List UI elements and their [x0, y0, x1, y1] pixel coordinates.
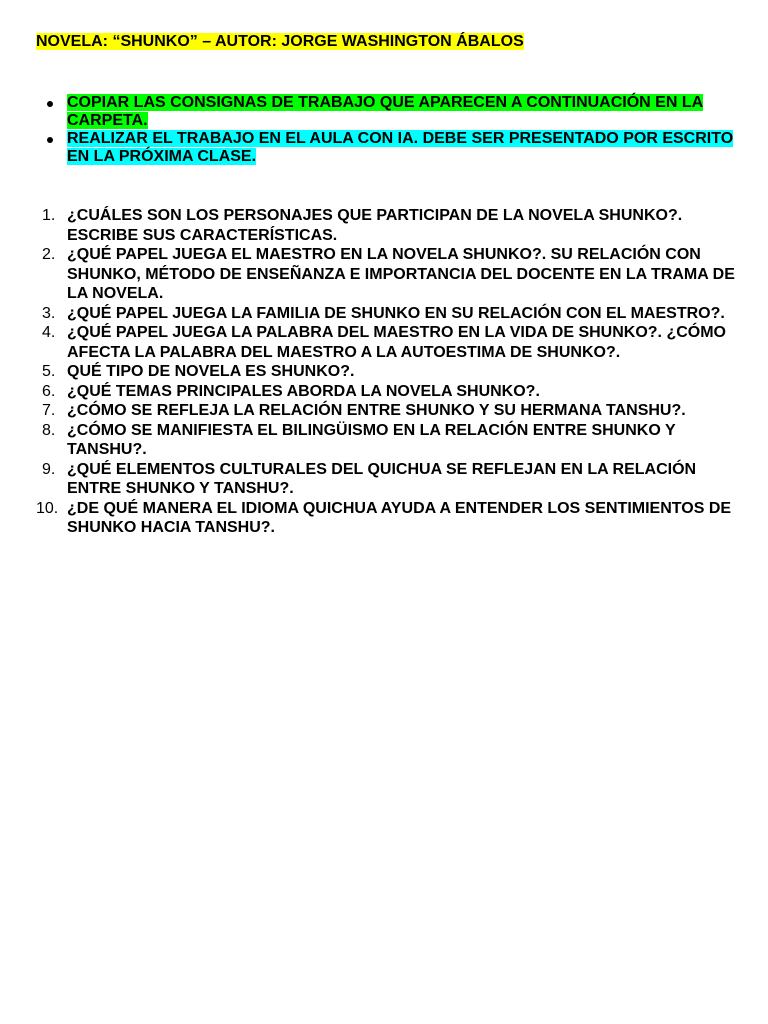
question-number: 8.: [42, 421, 56, 439]
question-item: [42, 304, 742, 324]
question-item: [36, 499, 742, 538]
question-item: [42, 382, 742, 402]
question-text: ¿QUÉ PAPEL JUEGA EL MAESTRO EN LA NOVELA SHUNKO?. SU RELACIÓN CON SHUNKO, MÉTODO DE ENSEÑANZA E IMPORTANCIA DEL DOCENTE EN LA TRAMA DE LA NOVELA.: [67, 246, 735, 302]
question-item: [42, 323, 742, 362]
question-number: 6.: [42, 382, 56, 400]
question-item: [42, 362, 742, 382]
question-item: [42, 460, 742, 499]
question-number: 10.: [36, 499, 59, 517]
question-number: 7.: [42, 402, 56, 419]
question-item: [42, 421, 742, 460]
question-text: ¿QUÉ ELEMENTOS CULTURALES DEL QUICHUA SE REFLEJAN EN LA RELACIÓN ENTRE SHUNKO Y TANSHU?.: [67, 460, 697, 497]
question-item: [42, 206, 742, 245]
title-highlight: NOVELA: “SHUNKO” – AUTOR: JORGE WASHINGTON ÁBALOS: [36, 33, 524, 50]
question-text: ¿CUÁLES SON LOS PERSONAJES QUE PARTICIPAN DE LA NOVELA SHUNKO?. ESCRIBE SUS CARACTERÍSTICAS.: [67, 207, 683, 244]
question-text: ¿QUÉ PAPEL JUEGA LA PALABRA DEL MAESTRO EN LA VIDA DE SHUNKO?. ¿CÓMO AFECTA LA PALABRA DEL MAESTRO A LA AUTOESTIMA DE SHUNKO?.: [67, 324, 726, 361]
document-title: [36, 32, 524, 51]
instructions-list: [42, 94, 742, 166]
question-number: 1.: [42, 207, 56, 224]
instruction-item: [42, 94, 742, 130]
question-text: ¿QUÉ TEMAS PRINCIPALES ABORDA LA NOVELA SHUNKO?.: [67, 382, 540, 400]
instruction-text: COPIAR LAS CONSIGNAS DE TRABAJO QUE APARECEN A CONTINUACIÓN EN LA CARPETA.: [67, 94, 704, 129]
question-text: QUÉ TIPO DE NOVELA ES SHUNKO?.: [67, 363, 355, 380]
question-text: ¿CÓMO SE MANIFIESTA EL BILINGÜISMO EN LA RELACIÓN ENTRE SHUNKO Y TANSHU?.: [67, 421, 676, 458]
question-text: ¿DE QUÉ MANERA EL IDIOMA QUICHUA AYUDA A ENTENDER LOS SENTIMIENTOS DE SHUNKO HACIA TANSHU?.: [67, 499, 732, 536]
question-item: [42, 245, 742, 304]
instruction-item: [42, 130, 742, 166]
question-number: 9.: [42, 460, 56, 478]
question-number: 5.: [42, 363, 56, 380]
questions-list: [36, 206, 742, 538]
question-number: 3.: [42, 304, 56, 322]
instruction-text: REALIZAR EL TRABAJO EN EL AULA CON IA. DEBE SER PRESENTADO POR ESCRITO EN LA PRÓXIMA CLASE.: [67, 130, 734, 165]
question-text: ¿QUÉ PAPEL JUEGA LA FAMILIA DE SHUNKO EN SU RELACIÓN CON EL MAESTRO?.: [67, 304, 725, 322]
question-number: 4.: [42, 324, 56, 341]
bullet-icon: [47, 137, 53, 143]
question-text: ¿CÓMO SE REFLEJA LA RELACIÓN ENTRE SHUNKO Y SU HERMANA TANSHU?.: [67, 402, 686, 419]
question-item: [42, 401, 742, 421]
bullet-icon: [47, 101, 53, 107]
question-number: 2.: [42, 246, 56, 263]
